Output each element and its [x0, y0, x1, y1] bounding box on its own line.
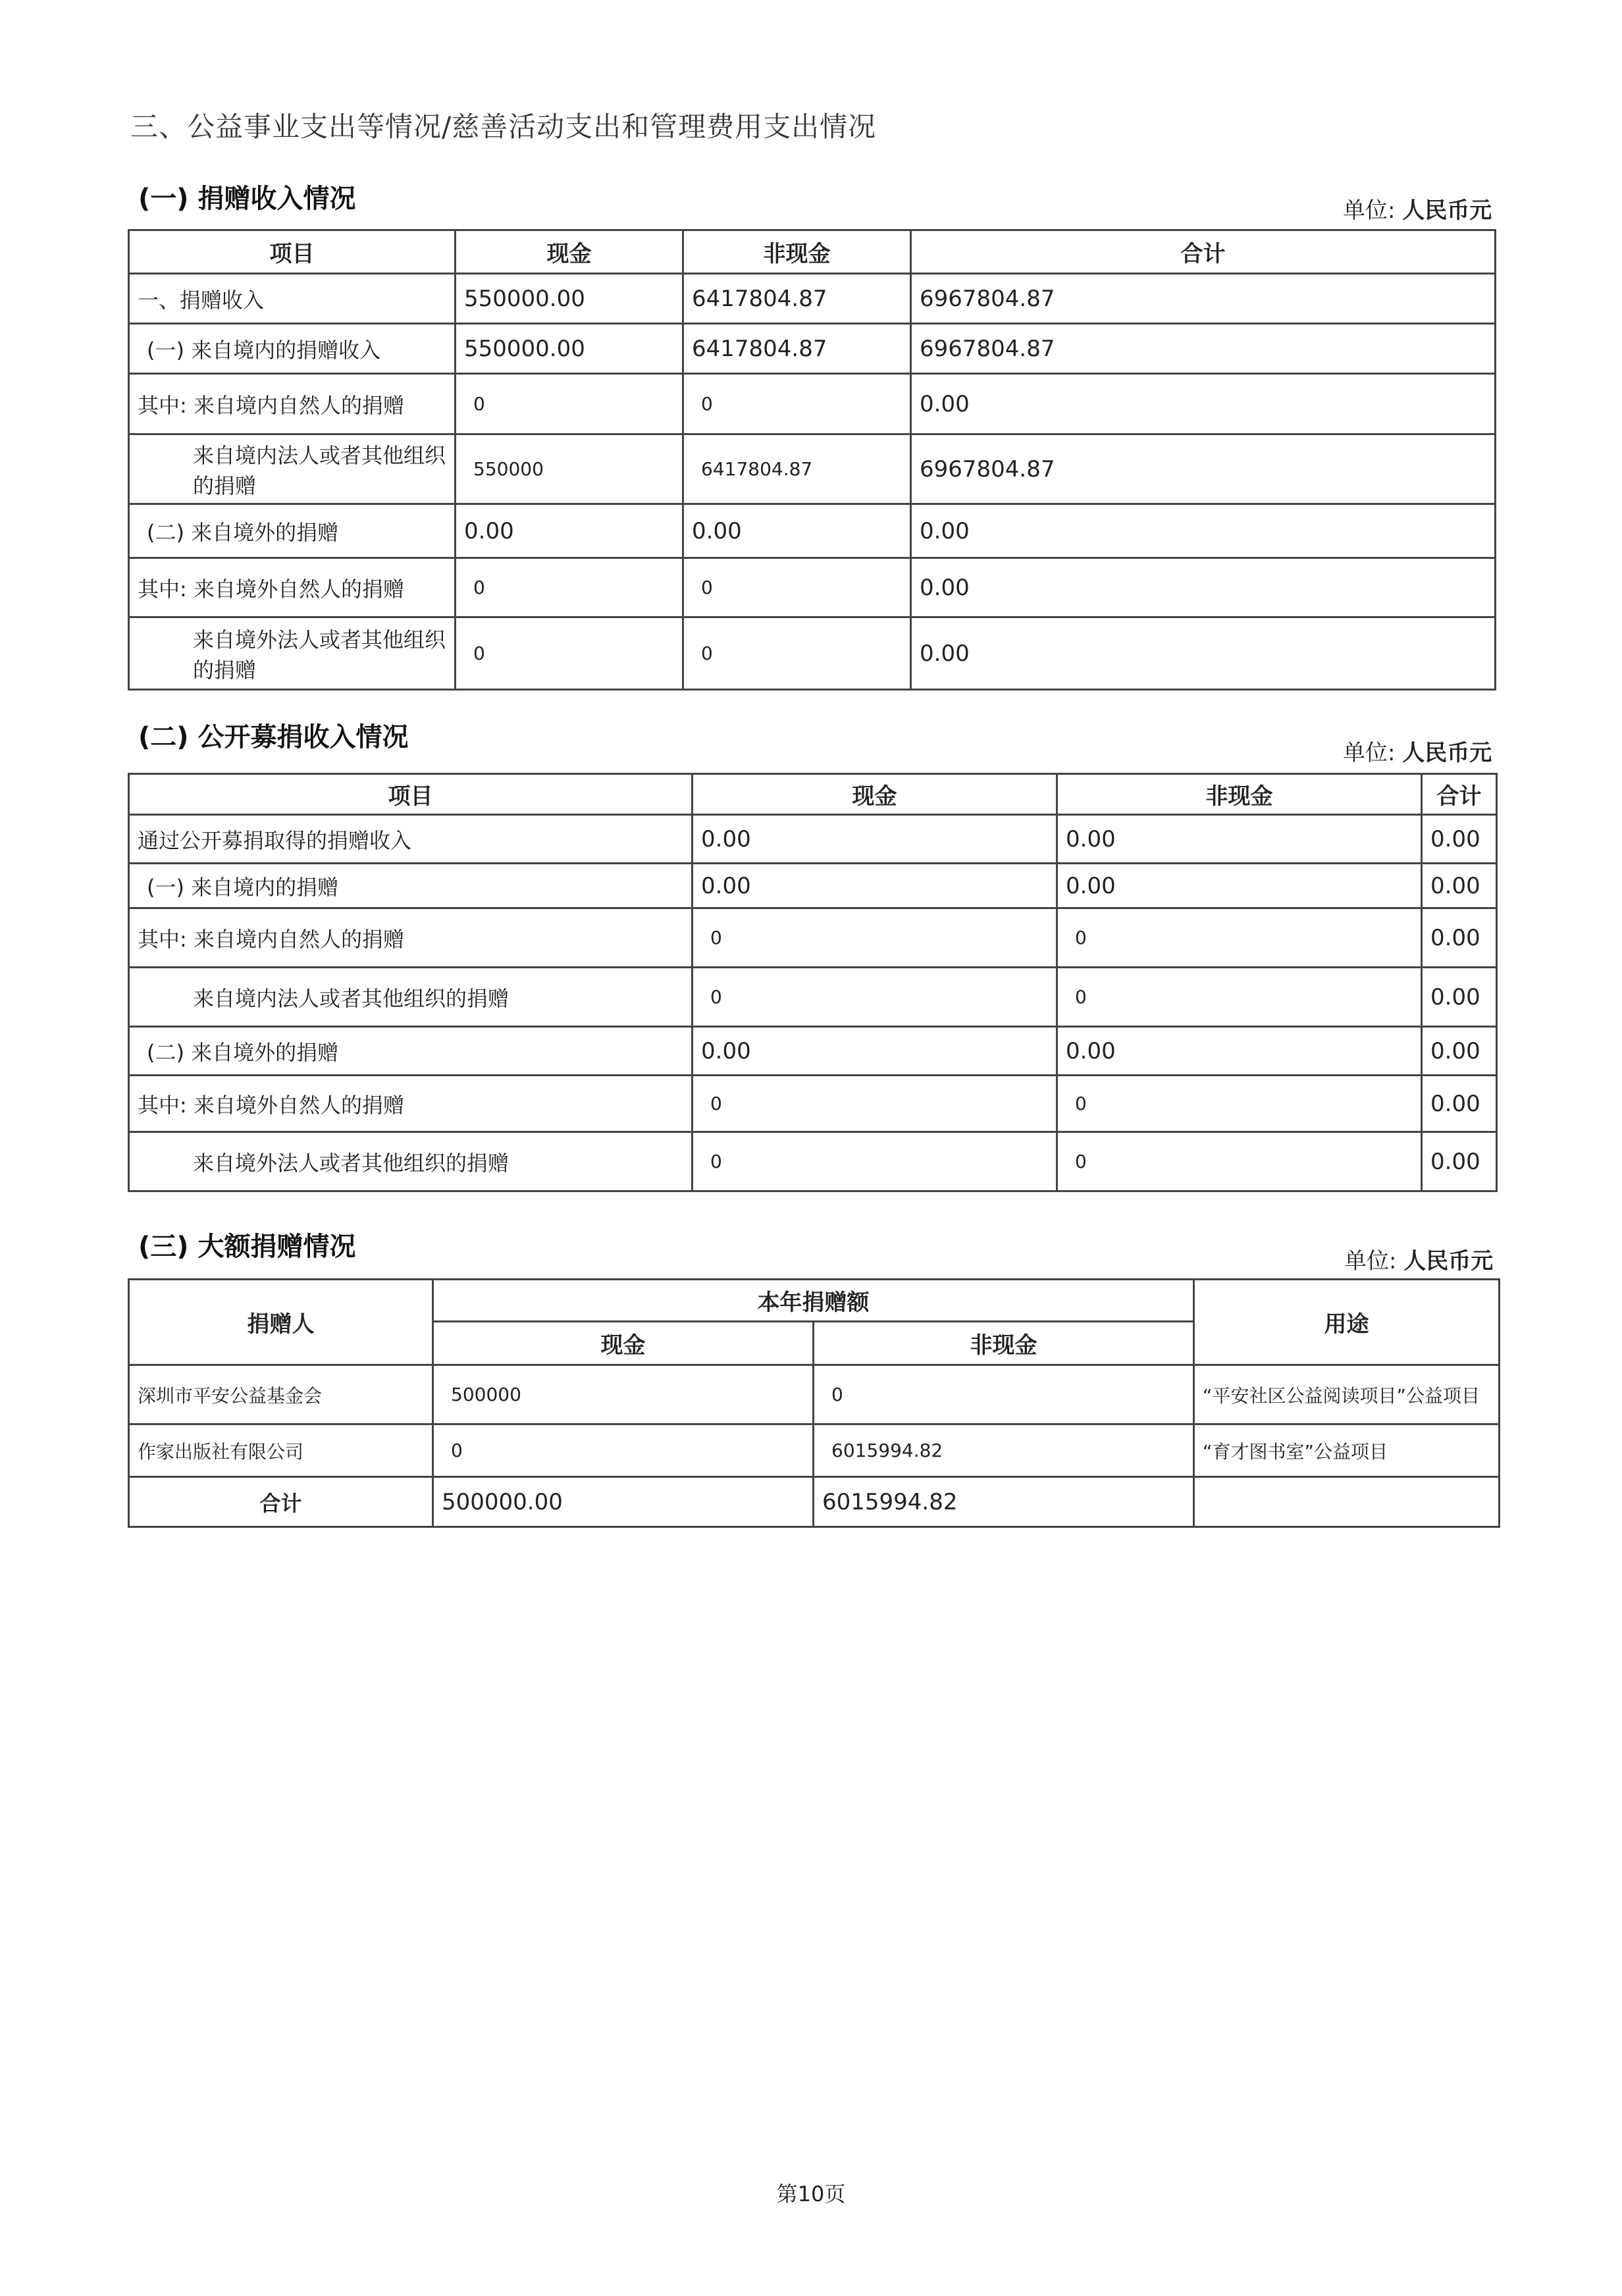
page-heading: 三、公益事业支出等情况/慈善活动支出和管理费用支出情况 [130, 111, 877, 143]
header-noncash: 非现金 [683, 230, 911, 274]
header-cash: 现金 [433, 1322, 814, 1365]
table-row: 来自境内法人或者其他组织的捐赠 0 0 0.00 [129, 968, 1497, 1027]
header-purpose: 用途 [1194, 1280, 1500, 1365]
large-donations-table [128, 1278, 1500, 1528]
table-row: 作家出版社有限公司 0 6015994.82 “育才图书室”公益项目 [129, 1424, 1500, 1477]
page-number: 第10页 [776, 2181, 846, 2206]
table-row: 来自境外法人或者其他组织的捐赠 0 0 0.00 [129, 1132, 1497, 1191]
table-row: 通过公开募捐取得的捐赠收入 0.00 0.00 0.00 [129, 815, 1497, 864]
section2-unit: 单位: 人民币元 [1343, 740, 1492, 766]
section3-title: (三) 大额捐赠情况 [138, 1232, 356, 1262]
header-noncash: 非现金 [1057, 774, 1422, 815]
table-row: 其中: 来自境内自然人的捐赠 0 0 0.00 [129, 374, 1496, 434]
table-row: 其中: 来自境外自然人的捐赠 0 0 0.00 [129, 1076, 1497, 1132]
table-row: 深圳市平安公益基金会 500000 0 “平安社区公益阅读项目”公益项目 [129, 1365, 1500, 1424]
table-row: 来自境外法人或者其他组织的捐赠 0 0 0.00 [129, 617, 1496, 690]
table-row: 一、捐赠收入 550000.00 6417804.87 6967804.87 [129, 274, 1496, 324]
table-row: 其中: 来自境外自然人的捐赠 0 0 0.00 [129, 558, 1496, 617]
section2-title: (二) 公开募捐收入情况 [138, 722, 409, 752]
section1-unit: 单位: 人民币元 [1343, 197, 1492, 224]
table-row: (一) 来自境内的捐赠 0.00 0.00 0.00 [129, 864, 1497, 908]
header-total: 合计 [1422, 774, 1497, 815]
header-amount-group: 本年捐赠额 [433, 1280, 1194, 1322]
table-row: 来自境内法人或者其他组织的捐赠 550000 6417804.87 6967804.87 [129, 434, 1496, 504]
header-cash: 现金 [456, 230, 683, 274]
header-item: 项目 [129, 774, 693, 815]
total-row: 合计 500000.00 6015994.82 [129, 1477, 1500, 1527]
table-row: 其中: 来自境内自然人的捐赠 0 0 0.00 [129, 908, 1497, 968]
table-row: (二) 来自境外的捐赠 0.00 0.00 0.00 [129, 1027, 1497, 1076]
header-item: 项目 [129, 230, 456, 274]
section3-unit: 单位: 人民币元 [1344, 1248, 1494, 1274]
table-row: (一) 来自境内的捐赠收入 550000.00 6417804.87 6967804.87 [129, 324, 1496, 374]
table-row: (二) 来自境外的捐赠 0.00 0.00 0.00 [129, 504, 1496, 558]
section1-title: (一) 捐赠收入情况 [138, 184, 356, 214]
header-total: 合计 [911, 230, 1496, 274]
header-noncash: 非现金 [814, 1322, 1194, 1365]
header-donor: 捐赠人 [129, 1280, 433, 1365]
header-cash: 现金 [693, 774, 1057, 815]
public-fundraising-table [128, 773, 1498, 1192]
donation-income-table [128, 229, 1496, 691]
